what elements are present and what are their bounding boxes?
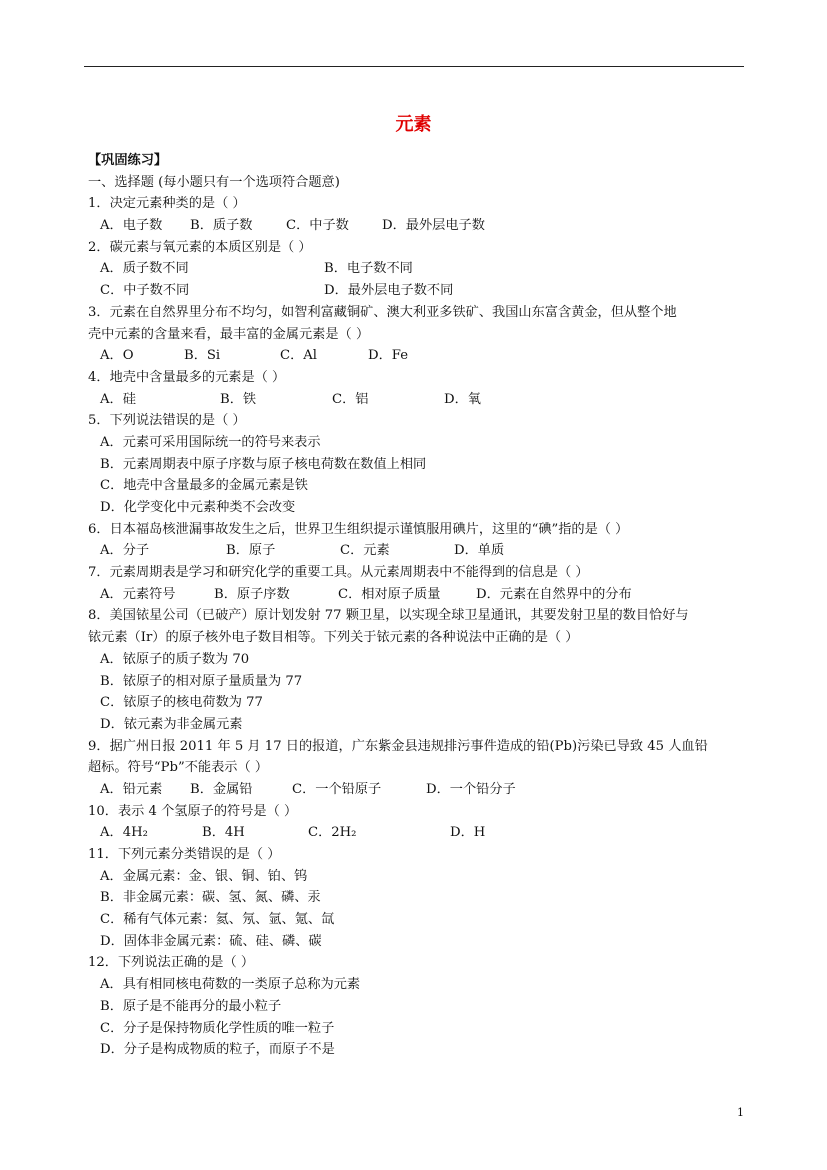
option-row xyxy=(88,258,748,280)
answer-option: C．中子数 xyxy=(286,218,349,234)
option-row xyxy=(88,822,748,844)
option-row xyxy=(88,887,748,909)
question-3 xyxy=(88,302,748,367)
question-stem: 4．地壳中含量最多的元素是（ ） xyxy=(88,369,286,385)
answer-option: A．电子数 xyxy=(100,218,163,234)
page-title: 元素 xyxy=(395,114,432,135)
question-stem: 2．碳元素与氧元素的本质区别是（ ） xyxy=(88,239,312,255)
option-row xyxy=(88,974,748,996)
question-10 xyxy=(88,801,748,844)
answer-option: D．化学变化中元素种类不会改变 xyxy=(100,500,296,515)
option-row xyxy=(88,692,748,714)
answer-option: B．非金属元素：碳、氢、氮、磷、汞 xyxy=(100,890,321,906)
answer-option: B．4H xyxy=(202,825,245,841)
option-row xyxy=(88,584,748,606)
question-7 xyxy=(88,562,748,605)
question-stem: 铱元素（Ir）的原子核外电子数目相等。下列关于铱元素的各种说法中正确的是（ ） xyxy=(88,630,579,646)
question-stem: 11．下列元素分类错误的是（ ） xyxy=(88,847,281,862)
question-stem: 8．美国铱星公司（已破产）原计划发射 77 颗卫星，以实现全球卫星通讯，其要发射卫星的数目恰好与 xyxy=(88,608,689,624)
answer-option: A．质子数不同 xyxy=(100,261,189,277)
answer-option: B．铁 xyxy=(220,391,257,407)
answer-option: D．最外层电子数 xyxy=(382,218,485,234)
section-heading: 【巩固练习】 xyxy=(88,153,168,168)
option-row xyxy=(88,215,748,237)
answer-option: B．原子序数 xyxy=(214,586,290,602)
answer-option: D．分子是构成物质的粒子，而原子不是 xyxy=(100,1042,335,1058)
question-11 xyxy=(88,844,748,952)
answer-option: A．铅元素 xyxy=(100,781,163,797)
answer-option: C．Al xyxy=(280,348,318,364)
question-list xyxy=(88,193,748,1061)
option-row xyxy=(88,671,748,693)
answer-option: D．固体非金属元素：硫、硅、磷、碳 xyxy=(100,933,322,949)
option-row xyxy=(88,432,748,454)
answer-option: C．元素 xyxy=(340,543,390,559)
part-heading: 一、选择题 (每小题只有一个选项符合题意) xyxy=(88,174,340,190)
question-stem: 超标。符号“Pb”不能表示（ ） xyxy=(88,760,269,776)
answer-option: D．最外层电子数不同 xyxy=(324,283,454,299)
answer-option: A．铱原子的质子数为 70 xyxy=(100,651,250,667)
answer-option: B．质子数 xyxy=(190,218,253,234)
answer-option: B．原子 xyxy=(226,543,276,559)
answer-option: A．分子 xyxy=(100,543,150,559)
question-2 xyxy=(88,237,748,302)
question-stem: 3．元素在自然界里分布不均匀，如智利富藏铜矿、澳大利亚多铁矿、我国山东富含黄金，但从整个地 xyxy=(88,304,677,320)
question-4 xyxy=(88,367,748,410)
answer-option: B．元素周期表中原子序数与原子核电荷数在数值上相同 xyxy=(100,456,427,472)
question-stem: 6．日本福岛核泄漏事故发生之后，世界卫生组织提示谨慎服用碘片，这里的“碘”指的是（ ） xyxy=(88,521,629,537)
option-row xyxy=(88,345,748,367)
document-body xyxy=(88,150,748,1061)
answer-option: A．具有相同核电荷数的一类原子总称为元素 xyxy=(100,977,361,993)
option-row xyxy=(88,475,748,497)
question-1 xyxy=(88,193,748,236)
answer-option: C．地壳中含量最多的金属元素是铁 xyxy=(100,478,308,494)
option-row xyxy=(88,779,748,801)
question-5 xyxy=(88,410,748,518)
answer-option: C．分子是保持物质化学性质的唯一粒子 xyxy=(100,1020,335,1036)
answer-option: B．金属铅 xyxy=(190,781,253,797)
answer-option: D．氧 xyxy=(444,391,481,407)
answer-option: A．金属元素：金、银、铜、铂、钨 xyxy=(100,868,308,884)
answer-option: B．电子数不同 xyxy=(324,261,413,277)
option-row xyxy=(88,1039,748,1061)
answer-option: A．硅 xyxy=(100,391,136,407)
page-number: 1 xyxy=(737,1106,744,1119)
answer-option: A．元素可采用国际统一的符号来表示 xyxy=(100,434,321,450)
header-rule xyxy=(84,66,744,67)
option-row xyxy=(88,1018,748,1040)
question-stem: 12．下列说法正确的是（ ） xyxy=(88,955,255,971)
answer-option: D．元素在自然界中的分布 xyxy=(476,586,632,602)
answer-option: D．单质 xyxy=(454,543,505,559)
answer-option: A．元素符号 xyxy=(100,586,176,602)
answer-option: C．2H₂ xyxy=(308,825,357,841)
option-row xyxy=(88,996,748,1018)
option-row xyxy=(88,931,748,953)
answer-option: C．相对原子质量 xyxy=(338,586,441,602)
option-row xyxy=(88,280,748,302)
answer-option: A．4H₂ xyxy=(100,825,148,841)
question-stem: 9．据广州日报 2011 年 5 月 17 日的报道，广东紫金县违规排污事件造成的铅(Pb)污染已导致 45 人血铅 xyxy=(88,738,708,754)
option-row xyxy=(88,866,748,888)
question-stem: 1．决定元素种类的是（ ） xyxy=(88,196,246,212)
answer-option: C．稀有气体元素：氦、氖、氩、氪、氙 xyxy=(100,912,335,928)
answer-option: C．中子数不同 xyxy=(100,283,190,299)
question-stem: 5．下列说法错误的是（ ） xyxy=(88,413,246,429)
answer-option: D．一个铅分子 xyxy=(426,781,516,797)
answer-option: B．原子是不能再分的最小粒子 xyxy=(100,998,282,1014)
option-row xyxy=(88,540,748,562)
answer-option: D．铱元素为非金属元素 xyxy=(100,716,243,732)
option-row xyxy=(88,649,748,671)
option-row xyxy=(88,714,748,736)
question-9 xyxy=(88,736,748,801)
answer-option: D．Fe xyxy=(368,348,408,364)
option-row xyxy=(88,497,748,519)
answer-option: C．铱原子的核电荷数为 77 xyxy=(100,695,263,711)
option-row xyxy=(88,454,748,476)
answer-option: A．O xyxy=(100,348,134,364)
question-12 xyxy=(88,952,748,1060)
question-stem: 壳中元素的含量来看，最丰富的金属元素是（ ） xyxy=(88,326,370,342)
option-row xyxy=(88,389,748,411)
answer-option: B．Si xyxy=(184,348,221,364)
answer-option: C．铝 xyxy=(332,391,369,407)
answer-option: B．铱原子的相对原子量质量为 77 xyxy=(100,673,303,689)
answer-option: D．H xyxy=(450,825,486,841)
question-stem: 7．元素周期表是学习和研究化学的重要工具。从元素周期表中不能得到的信息是（ ） xyxy=(88,565,589,581)
option-row xyxy=(88,909,748,931)
question-6 xyxy=(88,519,748,562)
question-stem: 10．表示 4 个氢原子的符号是（ ） xyxy=(88,803,298,819)
question-8 xyxy=(88,605,748,735)
answer-option: C．一个铅原子 xyxy=(292,781,382,797)
